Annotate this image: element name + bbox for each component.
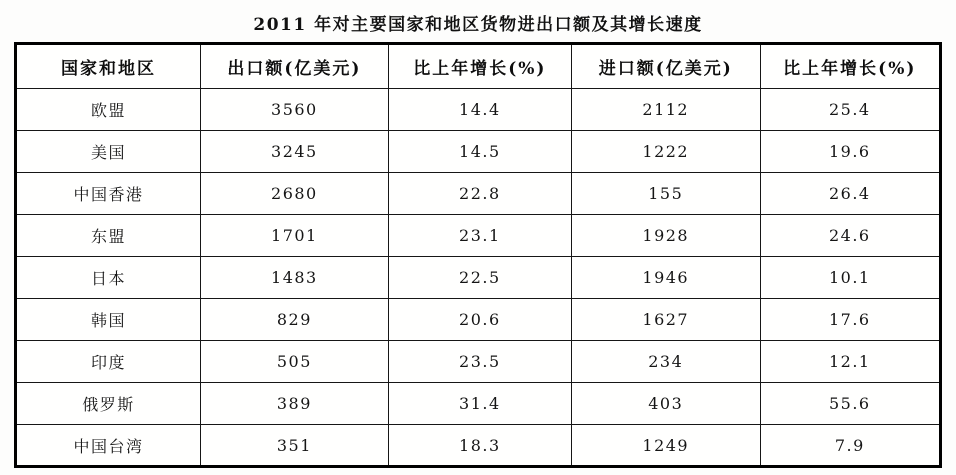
export-value-cell: 505	[201, 341, 389, 383]
export-growth-cell: 23.5	[388, 341, 571, 383]
region-cell: 俄罗斯	[16, 383, 201, 425]
import-value-cell: 1928	[571, 215, 760, 257]
export-growth-cell: 23.1	[388, 215, 571, 257]
export-value-cell: 2680	[201, 173, 389, 215]
table-title: 2011 年对主要国家和地区货物进出口额及其增长速度	[253, 15, 703, 35]
export-growth-cell: 22.8	[388, 173, 571, 215]
region-cell: 美国	[16, 131, 201, 173]
column-header-import-growth: 比上年增长(%)	[760, 44, 940, 89]
export-growth-cell: 14.5	[388, 131, 571, 173]
table-row	[16, 173, 941, 215]
import-growth-cell: 17.6	[760, 299, 940, 341]
export-value-cell: 3245	[201, 131, 389, 173]
import-value-cell: 155	[571, 173, 760, 215]
import-value-cell: 234	[571, 341, 760, 383]
table-row	[16, 425, 941, 467]
export-growth-cell: 18.3	[388, 425, 571, 467]
region-cell: 欧盟	[16, 89, 201, 131]
import-growth-cell: 25.4	[760, 89, 940, 131]
export-growth-cell: 22.5	[388, 257, 571, 299]
import-growth-cell: 7.9	[760, 425, 940, 467]
export-value-cell: 389	[201, 383, 389, 425]
column-header-import-value: 进口额(亿美元)	[571, 44, 760, 89]
import-growth-cell: 24.6	[760, 215, 940, 257]
region-cell: 韩国	[16, 299, 201, 341]
table-row	[16, 89, 941, 131]
import-value-cell: 2112	[571, 89, 760, 131]
table-row	[16, 131, 941, 173]
import-growth-cell: 12.1	[760, 341, 940, 383]
table-row	[16, 257, 941, 299]
export-growth-cell: 14.4	[388, 89, 571, 131]
export-value-cell: 829	[201, 299, 389, 341]
import-growth-cell: 26.4	[760, 173, 940, 215]
table-row	[16, 383, 941, 425]
trade-data-table	[14, 42, 942, 468]
table-row	[16, 341, 941, 383]
export-value-cell: 351	[201, 425, 389, 467]
column-header-region: 国家和地区	[16, 44, 201, 89]
column-header-export-growth: 比上年增长(%)	[388, 44, 571, 89]
import-value-cell: 403	[571, 383, 760, 425]
table-row	[16, 299, 941, 341]
table-body	[16, 89, 941, 467]
region-cell: 日本	[16, 257, 201, 299]
region-cell: 东盟	[16, 215, 201, 257]
region-cell: 印度	[16, 341, 201, 383]
export-growth-cell: 20.6	[388, 299, 571, 341]
region-cell: 中国香港	[16, 173, 201, 215]
region-cell: 中国台湾	[16, 425, 201, 467]
export-value-cell: 1483	[201, 257, 389, 299]
export-growth-cell: 31.4	[388, 383, 571, 425]
column-header-export-value: 出口额(亿美元)	[201, 44, 389, 89]
table-row	[16, 215, 941, 257]
import-value-cell: 1946	[571, 257, 760, 299]
export-value-cell: 3560	[201, 89, 389, 131]
export-value-cell: 1701	[201, 215, 389, 257]
import-growth-cell: 55.6	[760, 383, 940, 425]
import-value-cell: 1222	[571, 131, 760, 173]
table-header-row	[16, 44, 941, 89]
import-value-cell: 1249	[571, 425, 760, 467]
import-growth-cell: 10.1	[760, 257, 940, 299]
import-growth-cell: 19.6	[760, 131, 940, 173]
import-value-cell: 1627	[571, 299, 760, 341]
